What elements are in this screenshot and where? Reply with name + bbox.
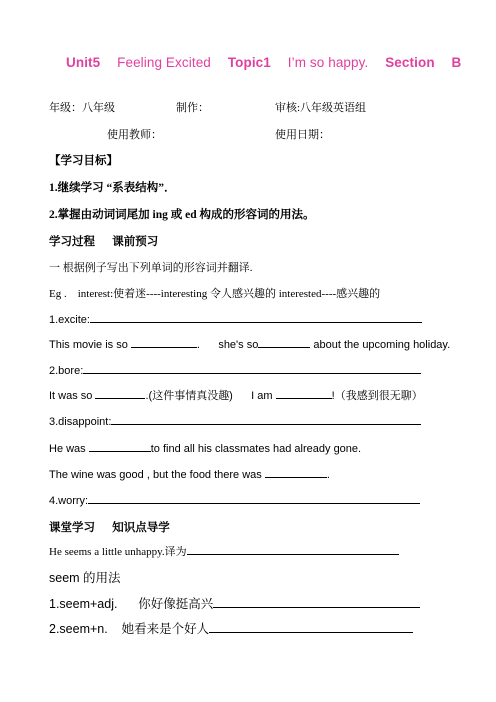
date-info: 使用日期： [275, 129, 330, 141]
seem-sentence [49, 543, 399, 559]
unit-label: Unit5 [66, 55, 101, 70]
usage-2-rule: 2.seem+n. [49, 622, 108, 636]
disappoint-blank-1[interactable] [89, 440, 151, 452]
usage-1-prompt: 你好像挺高兴 [138, 597, 214, 611]
bore-blank-2[interactable] [276, 387, 332, 399]
usage-1 [49, 594, 420, 612]
excite-s1b: . she's so [196, 339, 259, 351]
example-line: Eg . interest:使着迷----interesting 令人感兴趣的 interested----感兴趣的 [49, 288, 381, 300]
disappoint-s1a: He was [49, 443, 89, 455]
usage-1-rule: 1.seem+adj. [49, 597, 118, 611]
excite-label: 1.excite: [49, 314, 90, 326]
excite-sentence [49, 336, 450, 351]
task-instruction: 一 根据例子写出下列单词的形容词并翻译. [49, 262, 253, 274]
section-letter: B [451, 55, 462, 70]
excite-blank-1[interactable] [131, 336, 197, 348]
bore-blank-1[interactable] [95, 387, 145, 399]
disappoint-s1b: to find all his classmates had already gone. [150, 443, 362, 455]
topic-label: Topic1 [227, 55, 271, 70]
bore-s1b: .(这件事情真没趣) I am [145, 390, 276, 402]
question-excite [49, 311, 422, 326]
maker-info: 制作： [176, 102, 209, 114]
objectives-heading: 【学习目标】 [49, 155, 118, 167]
process-heading: 学习过程 课前预习 [49, 236, 159, 248]
teacher-info: 使用教师： [107, 129, 162, 141]
unit-name: Feeling Excited [117, 55, 211, 70]
excite-s1a: This movie is so [49, 339, 131, 351]
bore-s1c: !（我感到很无聊） [331, 390, 423, 402]
section-label: Section [385, 55, 435, 70]
seem-usage-heading: seem 的用法 [49, 571, 121, 585]
usage-1-blank[interactable] [213, 595, 420, 608]
disappoint-s2a: The wine was good , but the food there was [49, 469, 265, 481]
bore-sentence [49, 387, 423, 403]
seem-translation-blank[interactable] [187, 543, 399, 555]
excite-answer-blank[interactable] [90, 311, 422, 323]
excite-blank-2[interactable] [258, 336, 310, 348]
worry-label: 4.worry: [49, 495, 89, 507]
question-bore [49, 362, 421, 377]
disappoint-sentence-2 [49, 466, 330, 481]
disappoint-label: 3.disappoint: [49, 416, 112, 428]
question-disappoint [49, 413, 421, 428]
seem-sentence-text: He seems a little unhappy.译为 [49, 546, 187, 558]
disappoint-blank-2[interactable] [265, 466, 327, 478]
worksheet-title [66, 55, 474, 70]
bore-s1a: It was so [49, 390, 96, 402]
bore-answer-blank[interactable] [83, 362, 421, 374]
bore-label: 2.bore: [49, 365, 84, 377]
excite-s1c: about the upcoming holiday. [310, 339, 451, 351]
reviewer-info: 审核:八年级英语组 [275, 102, 367, 114]
worry-answer-blank[interactable] [88, 492, 420, 504]
topic-name: I’m so happy. [287, 55, 369, 70]
disappoint-s2b: . [326, 469, 330, 481]
disappoint-answer-blank[interactable] [111, 413, 421, 425]
objective-1: 1.继续学习 “系表结构”． [49, 182, 176, 194]
question-worry [49, 492, 420, 507]
disappoint-sentence-1 [49, 440, 361, 455]
objective-2: 2.掌握由动词词尾加 ing 或 ed 构成的形容词的用法。 [49, 209, 315, 221]
classroom-heading: 课堂学习 知识点导学 [49, 522, 170, 534]
usage-2-prompt: 她看来是个好人 [121, 622, 210, 636]
grade-info: 年级：八年级 [49, 102, 115, 114]
usage-2 [49, 619, 413, 637]
usage-2-blank[interactable] [209, 620, 413, 633]
